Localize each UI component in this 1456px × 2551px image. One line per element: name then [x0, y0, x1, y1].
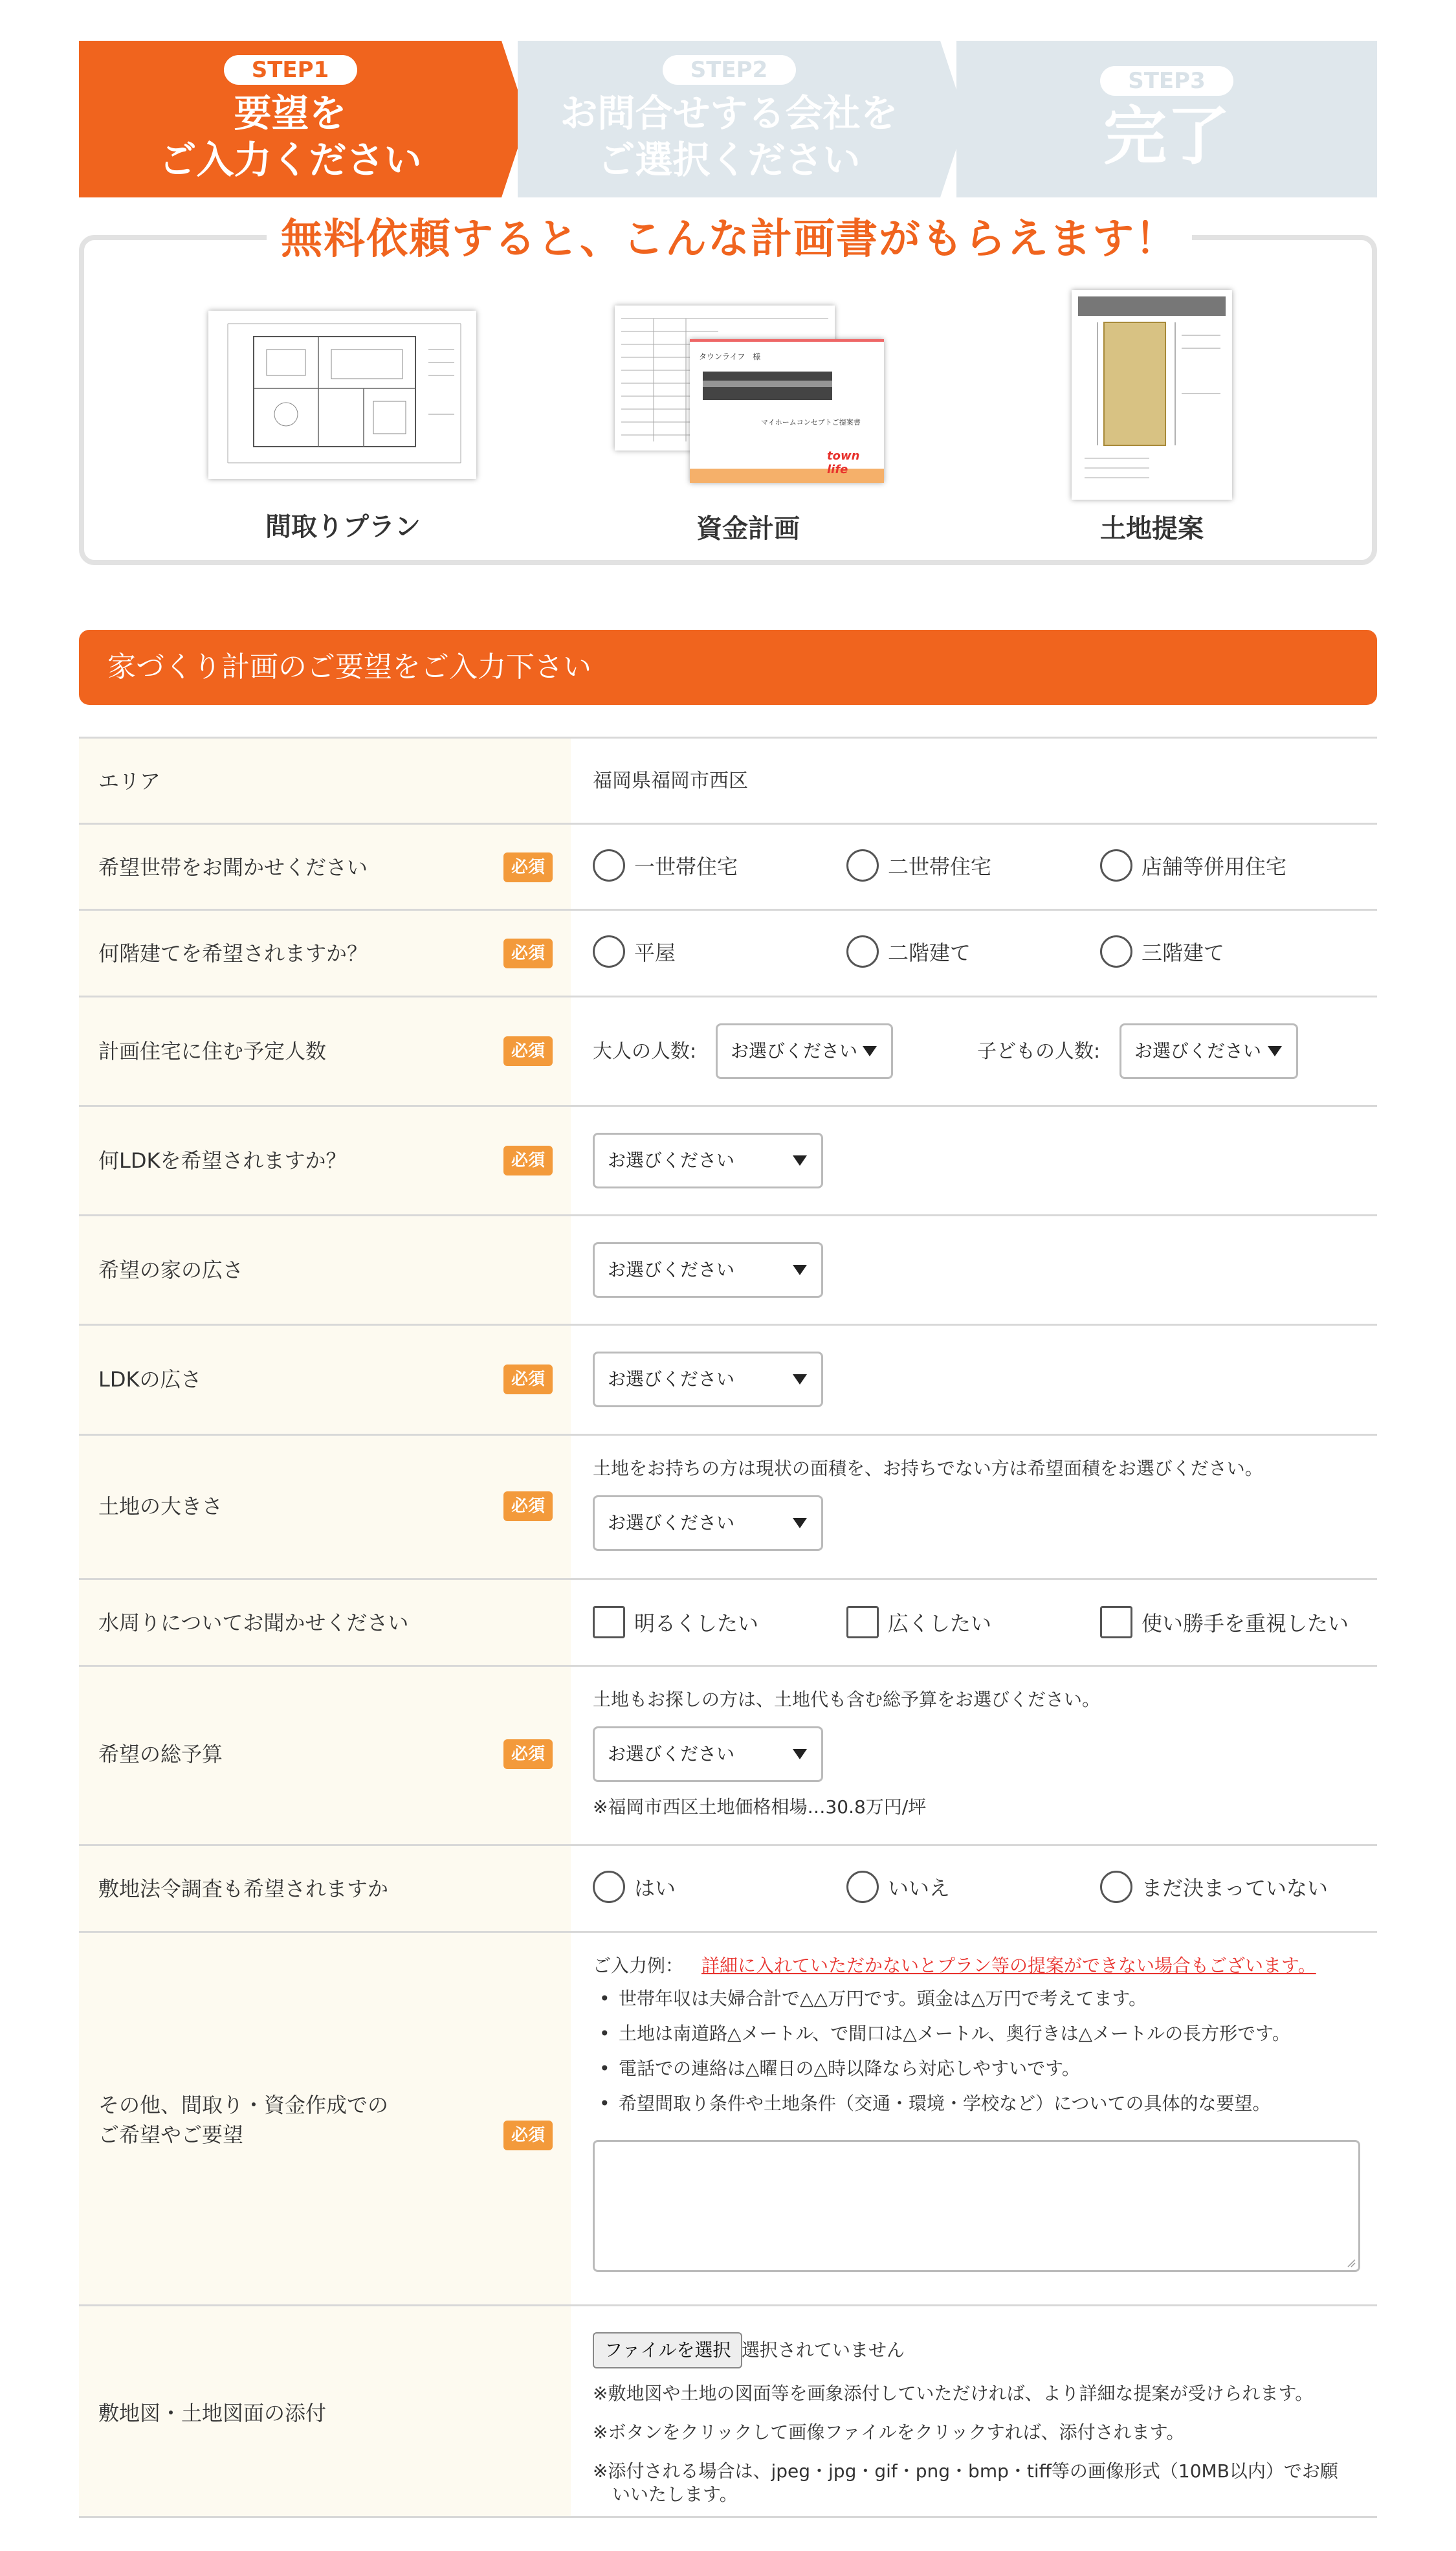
- floors-option-three[interactable]: [1100, 935, 1224, 968]
- household-option-single[interactable]: [593, 849, 738, 882]
- label-cell: [79, 1107, 571, 1214]
- radio-button[interactable]: [846, 849, 879, 882]
- choose-file-button[interactable]: ファイルを選択: [593, 2332, 742, 2368]
- plan-caption-financial-plan: 資金計画: [696, 514, 800, 544]
- land-size-select[interactable]: [593, 1495, 823, 1551]
- radio-button[interactable]: [1100, 1871, 1132, 1903]
- children-select[interactable]: [1120, 1023, 1298, 1079]
- water-option-usability[interactable]: [1100, 1606, 1349, 1638]
- ldk-size-label: LDKの広さ: [98, 1367, 202, 1392]
- value-cell: [571, 2306, 1377, 2516]
- label-cell: [79, 997, 571, 1105]
- section-header: 家づくり計画のご要望をご入力下さい: [79, 630, 1377, 705]
- ldk-size-select-value: お選びください: [608, 1368, 735, 1390]
- land-size-label: 土地の大きさ: [98, 1494, 223, 1519]
- chevron-down-icon: [793, 1155, 807, 1166]
- residents-label: 計画住宅に住む予定人数: [98, 1039, 327, 1064]
- row-house-size: [79, 1214, 1377, 1324]
- proposal-recipient: タウンライフ 様: [699, 352, 761, 361]
- chevron-down-icon: [793, 1749, 807, 1759]
- floors-option-one[interactable]: [593, 935, 676, 968]
- row-water: [79, 1578, 1377, 1665]
- row-household: [79, 823, 1377, 909]
- option-label: 使い勝手を重視したい: [1142, 1611, 1349, 1636]
- budget-select-value: お選びください: [608, 1743, 735, 1765]
- water-label: 水周りについてお聞かせください: [98, 1610, 409, 1635]
- value-cell: [571, 1216, 1377, 1324]
- budget-note: 土地もお探しの方は、土地代も含む総予算をお選びください。: [593, 1689, 1101, 1710]
- option-label: はい: [634, 1876, 676, 1900]
- required-badge: 必須: [503, 1491, 553, 1521]
- row-survey: [79, 1844, 1377, 1931]
- option-label: 三階建て: [1142, 941, 1225, 965]
- adults-label: 大人の人数:: [593, 1040, 697, 1063]
- required-badge: 必須: [503, 852, 553, 882]
- step-3-badge: STEP3: [1100, 66, 1233, 96]
- attachment-label: 敷地図・土地図面の添付: [98, 2401, 327, 2425]
- required-badge: 必須: [503, 1365, 553, 1394]
- household-label: 希望世帯をお聞かせください: [98, 855, 368, 880]
- example-item: • 電話での連絡は△曜日の△時以降なら対応しやすいです。: [619, 2056, 1080, 2082]
- row-budget: [79, 1665, 1377, 1844]
- label-cell: [79, 739, 571, 823]
- checkbox[interactable]: [846, 1606, 879, 1638]
- option-label: 一世帯住宅: [634, 854, 738, 879]
- children-label: 子どもの人数:: [977, 1040, 1101, 1063]
- option-label: 店舗等併用住宅: [1142, 854, 1287, 879]
- survey-option-no[interactable]: [846, 1871, 950, 1903]
- option-label: いいえ: [888, 1876, 951, 1900]
- ldk-select-value: お選びください: [608, 1150, 735, 1171]
- step-2-title-line1: お問合せする会社を: [560, 91, 898, 135]
- attachment-note: ※添付される場合は、jpeg・jpg・gif・png・bmp・tiff等の画像形式（10MB以内）でお願: [593, 2460, 1338, 2482]
- value-cell: [571, 1326, 1377, 1434]
- chevron-down-icon: [793, 1265, 807, 1275]
- example-item: • 世帯年収は夫婦合計で△△万円です。頭金は△万円で考えてます。: [619, 1986, 1147, 2012]
- attachment-note: ※ボタンをクリックして画像ファイルをクリックすれば、添付されます。: [593, 2422, 1185, 2443]
- value-cell: [571, 825, 1377, 909]
- option-label: まだ決まっていない: [1142, 1876, 1329, 1900]
- chevron-down-icon: [793, 1518, 807, 1528]
- required-badge: 必須: [503, 939, 553, 968]
- household-option-two-gen[interactable]: [846, 849, 991, 882]
- value-cell: [571, 997, 1377, 1105]
- warning-link[interactable]: 詳細に入れていただかないとプラン等の提案ができない場合もございます。: [701, 1955, 1316, 1976]
- checkbox[interactable]: [1100, 1606, 1132, 1638]
- area-value: 福岡県福岡市西区: [593, 770, 748, 792]
- option-label: 明るくしたい: [634, 1611, 759, 1636]
- adults-select[interactable]: [716, 1023, 893, 1079]
- radio-button[interactable]: [846, 1871, 879, 1903]
- ldk-label: 何LDKを希望されますか？: [98, 1148, 347, 1173]
- required-badge: 必須: [503, 1146, 553, 1175]
- value-cell: [571, 911, 1377, 996]
- label-cell: [79, 1216, 571, 1324]
- adults-select-value: お選びください: [731, 1040, 858, 1062]
- radio-button[interactable]: [1100, 849, 1132, 882]
- water-option-wide[interactable]: [846, 1606, 991, 1638]
- label-cell: [79, 911, 571, 996]
- household-option-store[interactable]: [1100, 849, 1286, 882]
- land-map-icon: [1072, 290, 1232, 500]
- example-item: • 希望間取り条件や土地条件（交通・環境・学校など）についての具体的な要望。: [619, 2091, 1270, 2117]
- step-3: [956, 41, 1377, 197]
- label-cell: [79, 1436, 571, 1578]
- option-label: 二世帯住宅: [888, 854, 992, 879]
- value-cell: [571, 1933, 1377, 2304]
- row-residents: [79, 996, 1377, 1105]
- example-label: ご入力例：: [593, 1955, 684, 1976]
- value-cell: [571, 1846, 1377, 1931]
- radio-button[interactable]: [593, 935, 625, 968]
- land-size-select-value: お選びください: [608, 1512, 735, 1533]
- step-2-title-line2: ご選択ください: [597, 138, 861, 182]
- step-1-title-line2: ご入力ください: [159, 138, 422, 182]
- survey-option-yes[interactable]: [593, 1871, 676, 1903]
- water-option-bright[interactable]: [593, 1606, 758, 1638]
- house-size-select[interactable]: [593, 1242, 823, 1298]
- land-proposal-thumbnail: [1072, 290, 1232, 500]
- step-1-title-line1: 要望を: [234, 91, 347, 135]
- step-2-badge: STEP2: [663, 55, 796, 85]
- row-floors: [79, 909, 1377, 996]
- plan-caption-land-proposal: 土地提案: [1100, 514, 1204, 544]
- step-2: [518, 41, 940, 197]
- radio-button[interactable]: [593, 849, 625, 882]
- checkbox[interactable]: [593, 1606, 625, 1638]
- value-cell: [571, 1667, 1377, 1844]
- option-label: 広くしたい: [888, 1611, 992, 1636]
- attachment-note: ※敷地図や土地の図面等を画象添付していただければ、より詳細な提案が受けられます。: [593, 2383, 1314, 2404]
- survey-label: 敷地法令調査も希望されますか: [98, 1877, 389, 1901]
- label-cell: [79, 1933, 571, 2304]
- survey-option-undecided[interactable]: [1100, 1871, 1328, 1903]
- label-cell: [79, 1846, 571, 1931]
- other-requests-textarea[interactable]: [593, 2140, 1360, 2272]
- option-label: 平屋: [634, 941, 676, 965]
- chevron-down-icon: [1268, 1046, 1282, 1056]
- step-3-title: 完了: [1103, 100, 1230, 173]
- other-label-line2: ご希望やご要望: [98, 2122, 244, 2147]
- example-item: • 土地は南道路△メートル、で間口は△メートル、奥行きは△メートルの長方形です。: [619, 2021, 1290, 2047]
- required-badge: 必須: [503, 1036, 553, 1066]
- value-cell: [571, 1580, 1377, 1665]
- label-cell: [79, 1667, 571, 1844]
- radio-button[interactable]: [1100, 935, 1132, 968]
- chevron-down-icon: [793, 1374, 807, 1385]
- label-cell: [79, 825, 571, 909]
- row-area: [79, 737, 1377, 823]
- row-attachment: [79, 2304, 1377, 2518]
- required-badge: 必須: [503, 2121, 553, 2150]
- floors-label: 何階建てを希望されますか？: [98, 941, 368, 966]
- value-cell: [571, 1107, 1377, 1214]
- area-label: エリア: [98, 769, 161, 794]
- proposal-title: マイホームコンセプトご提案書: [761, 418, 861, 427]
- file-status: 選択されていません: [742, 2339, 905, 2361]
- step-progress: [79, 41, 1377, 197]
- row-ldk: [79, 1105, 1377, 1214]
- plan-showcase-heading: 無料依頼すると、こんな計画書がもらえます！: [267, 214, 1192, 265]
- house-size-label: 希望の家の広さ: [98, 1258, 244, 1282]
- radio-button[interactable]: [846, 935, 879, 968]
- required-badge: 必須: [503, 1739, 553, 1769]
- step-1: [79, 41, 502, 197]
- plan-caption-floor-plan: 間取りプラン: [265, 512, 421, 542]
- row-other-requests: [79, 1931, 1377, 2304]
- attachment-note: いいたします。: [612, 2484, 738, 2505]
- financial-plan-thumbnail-front: [690, 339, 884, 483]
- radio-button[interactable]: [593, 1871, 625, 1903]
- budget-price-note: ※福岡市西区土地価格相場…30.8万円/坪: [593, 1796, 927, 1818]
- label-cell: [79, 2306, 571, 2516]
- step-1-badge: STEP1: [224, 55, 357, 85]
- row-ldk-size: [79, 1324, 1377, 1434]
- option-label: 二階建て: [888, 941, 971, 965]
- children-select-value: お選びください: [1134, 1040, 1262, 1062]
- ldk-size-select[interactable]: [593, 1352, 823, 1407]
- house-size-select-value: お選びください: [608, 1259, 735, 1280]
- row-land-size: [79, 1434, 1377, 1578]
- ldk-select[interactable]: [593, 1133, 823, 1188]
- chevron-down-icon: [863, 1046, 877, 1056]
- land-size-note: 土地をお持ちの方は現状の面積を、お持ちでない方は希望面積をお選びください。: [593, 1458, 1263, 1479]
- budget-label: 希望の総予算: [98, 1742, 223, 1766]
- floor-plan-thumbnail: [208, 311, 476, 479]
- label-cell: [79, 1326, 571, 1434]
- other-label-line1: その他、間取り・資金作成での: [98, 2093, 389, 2117]
- resize-handle-icon[interactable]: [1345, 2257, 1356, 2267]
- label-cell: [79, 1580, 571, 1665]
- floors-option-two[interactable]: [846, 935, 971, 968]
- value-cell: [571, 1436, 1377, 1578]
- floor-plan-drawing-icon: [208, 311, 476, 479]
- budget-select[interactable]: [593, 1726, 823, 1782]
- value-cell: [571, 739, 1377, 823]
- townlife-logo: town life: [827, 449, 860, 476]
